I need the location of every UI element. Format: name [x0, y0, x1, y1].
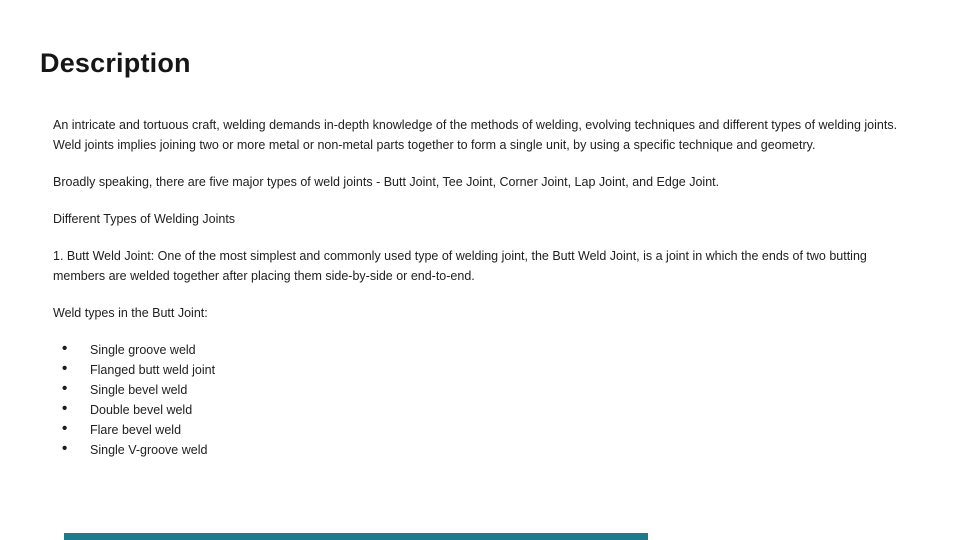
section-heading: Different Types of Welding Joints — [53, 212, 236, 226]
butt-weld-paragraph: 1. Butt Weld Joint: One of the most simplest and commonly used type of welding joint, the Butt Weld Joint, is a joint in which the ends of two butting members are welded together after placing them side-by-side or end-to-end. — [53, 249, 867, 283]
list-item: • Single V-groove weld — [53, 440, 905, 460]
weld-types-list — [53, 340, 905, 460]
list-item: • Flare bevel weld — [53, 420, 905, 440]
slide-body — [53, 115, 905, 460]
list-item: • Single groove weld — [53, 340, 905, 360]
list-item: • Single bevel weld — [53, 380, 905, 400]
page-title: Description — [40, 48, 191, 78]
joint-types-paragraph: Broadly speaking, there are five major types of weld joints - Butt Joint, Tee Joint, Corner Joint, Lap Joint, and Edge Joint. — [53, 175, 720, 189]
intro-paragraph: An intricate and tortuous craft, welding demands in-depth knowledge of the methods of welding, evolving techniques and different types of welding joints. Weld joints implies joining two or more metal or non-metal parts together to form a single unit, by using a specific technique and geometry. — [53, 118, 898, 152]
list-item: • Flanged butt weld joint — [53, 360, 905, 380]
bottom-accent-bar — [64, 533, 648, 540]
list-heading: Weld types in the Butt Joint: — [53, 306, 208, 320]
list-item: • Double bevel weld — [53, 400, 905, 420]
